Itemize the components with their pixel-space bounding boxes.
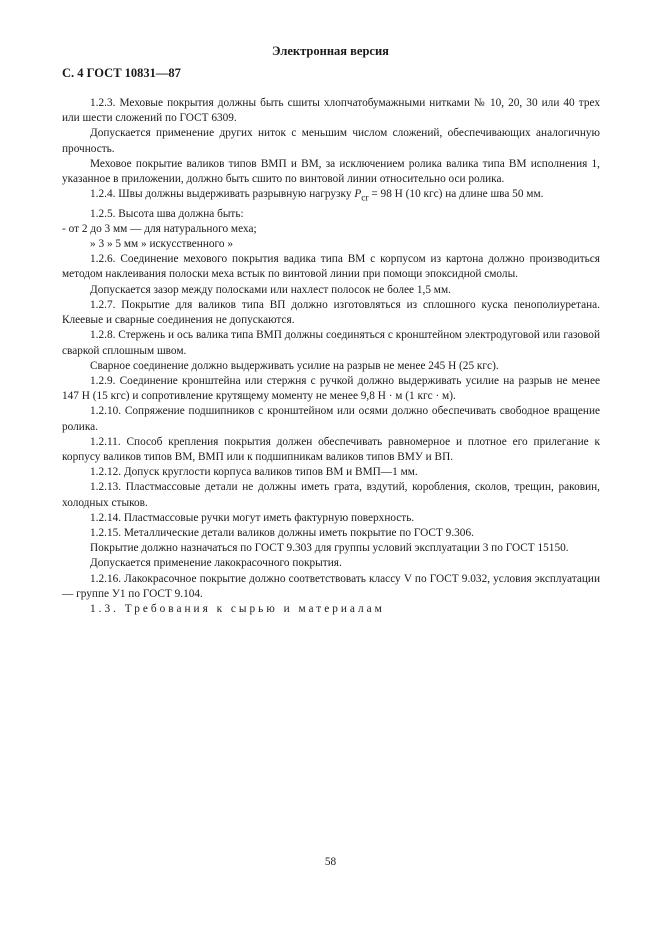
- paragraph: 1.2.3. Меховые покрытия должны быть сшиты хлопчатобумажными нитками № 10, 20, 30 или 40 трех или шести сложений по ГОСТ 6309.: [62, 97, 600, 125]
- paragraph: Сварное соединение должно выдерживать усилие на разрыв не менее 245 Н (25 кгс).: [90, 359, 499, 372]
- paragraph: 1.2.12. Допуск круглости корпуса валиков типов ВМ и ВМП—1 мм.: [90, 466, 418, 479]
- standard-code: С. 4 ГОСТ 10831—87: [62, 66, 181, 80]
- paragraph: 1.2.8. Стержень и ось валика типа ВМП должны соединяться с кронштейном электродуговой или газовой сваркой сплошным швом.: [62, 329, 600, 357]
- paragraph-text: = 98 Н (10 кгс) на длине шва 50 мм.: [368, 188, 544, 201]
- document-body: [62, 96, 600, 617]
- paragraph: 1.2.16. Лакокрасочное покрытие должно соответствовать классу V по ГОСТ 9.032, условия эксплуатации — группе У1 по ГОСТ 9.104.: [62, 572, 600, 600]
- page-number: 58: [324, 856, 337, 868]
- paragraph-1-2-4: [62, 187, 600, 206]
- list-item: - от 2 до 3 мм — для натурального меха;: [62, 222, 257, 235]
- paragraph-text: 1.2.4. Швы должны выдерживать разрывную нагрузку: [90, 188, 355, 201]
- edition-header: Электронная версия: [272, 44, 389, 58]
- paragraph: 1.2.6. Соединение мехового покрытия вадика типа ВМ с корпусом из картона должно производиться методом наклеивания полоски меха встык по винтовой линии при помощи эпоксидной смолы.: [62, 253, 600, 281]
- paragraph: 1.2.9. Соединение кронштейна или стержня с ручкой должно выдерживать усилие на разрыв не менее 147 Н (15 кгс) и сопротивление крутящему моменту не менее 9,8 Н · м (1 кгс · м).: [62, 374, 600, 403]
- paragraph: 1.2.7. Покрытие для валиков типа ВП должно изготовляться из сплошного куска пенополиуретана. Клеевые и сварные соединения не допускаются.: [62, 298, 600, 327]
- load-symbol: P: [354, 188, 362, 201]
- section-heading: 1.3. Требования к сырью и материалам: [90, 602, 385, 615]
- paragraph: Допускается зазор между полосками или нахлест полосок не более 1,5 мм.: [90, 283, 451, 296]
- paragraph: 1.2.14. Пластмассовые ручки могут иметь фактурную поверхность.: [90, 511, 415, 524]
- list-item: » 3 » 5 мм » искусственного »: [90, 238, 233, 251]
- paragraph: Меховое покрытие валиков типов ВМП и ВМ, за исключением ролика валика типа ВМ исполнения 1, указанное в приложении, должно быть сшито по винтовой линии относительно оси ролика.: [62, 157, 600, 186]
- paragraph: Покрытие должно назначаться по ГОСТ 9.303 для группы условий эксплуатации 3 по ГОСТ 15150.: [90, 542, 569, 555]
- load-subscript: cr: [361, 193, 369, 204]
- paragraph: 1.2.10. Сопряжение подшипников с кронштейном или осями должно обеспечивать свободное вращение ролика.: [62, 405, 600, 433]
- paragraph: Допускается применение лакокрасочного покрытия.: [90, 557, 342, 570]
- paragraph: 1.2.5. Высота шва должна быть:: [90, 207, 244, 220]
- paragraph: Допускается применение других ниток с меньшим числом сложений, обеспечивающих аналогичную прочность.: [62, 127, 600, 155]
- paragraph: 1.2.15. Металлические детали валиков должны иметь покрытие по ГОСТ 9.306.: [90, 526, 474, 539]
- paragraph: 1.2.13. Пластмассовые детали не должны иметь грата, вздутий, коробления, сколов, трещин, раковин, холодных стыков.: [62, 481, 600, 509]
- paragraph: 1.2.11. Способ крепления покрытия должен обеспечивать равномерное и плотное его прилегание к корпусу валиков типов ВМ, ВМП или к подшипникам валиков типов ВМУ и ВП.: [62, 435, 600, 463]
